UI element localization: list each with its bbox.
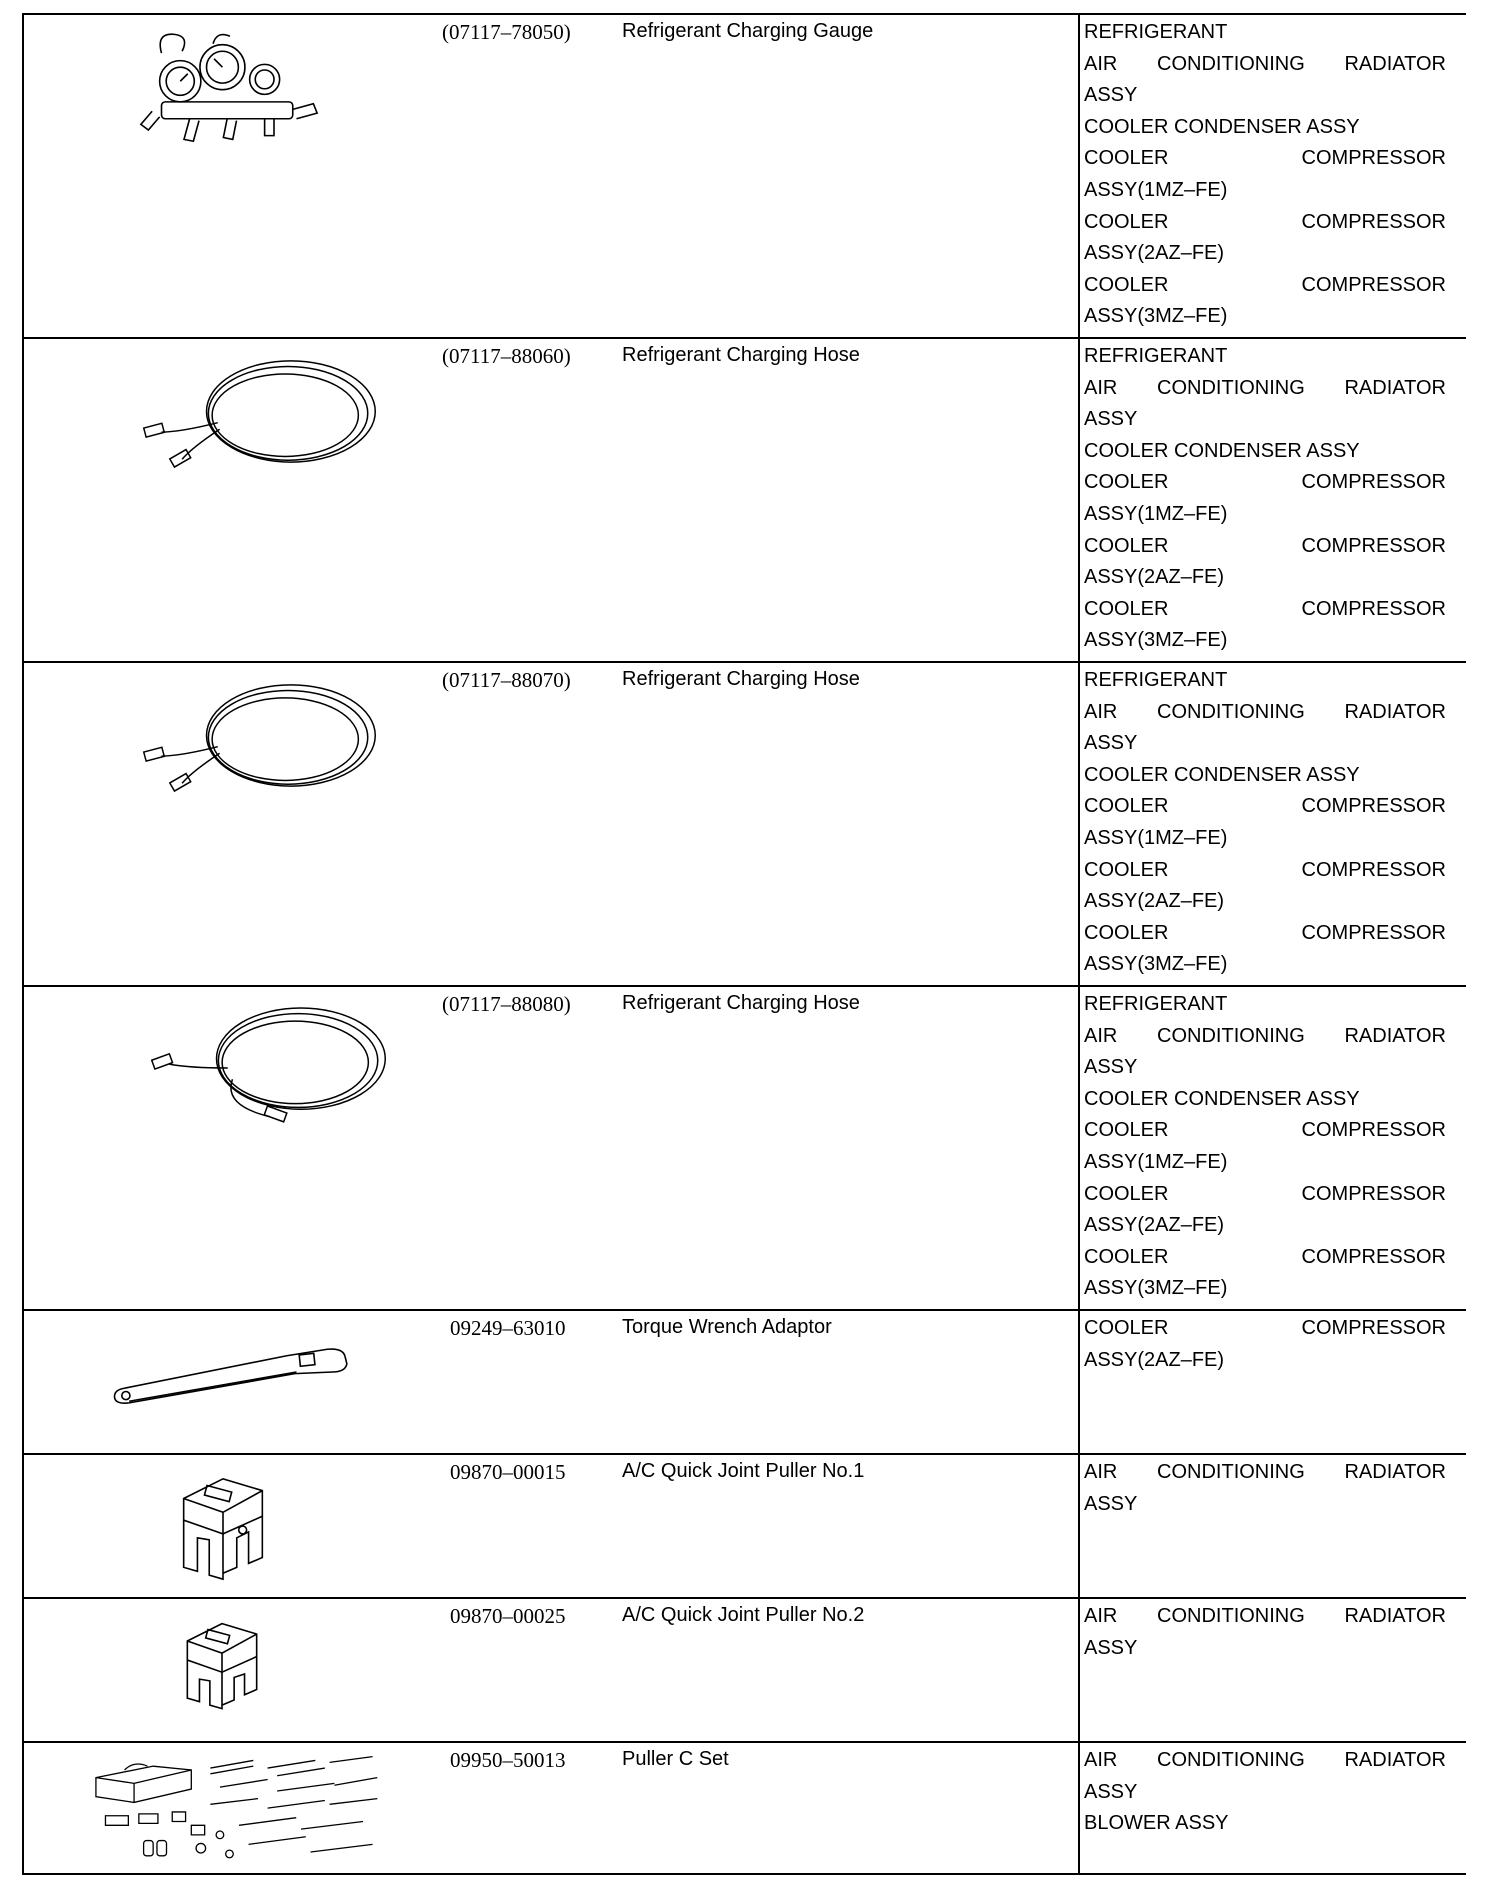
tool-name: A/C Quick Joint Puller No.2 <box>622 1604 865 1626</box>
usage-line: COOLER COMPRESSOR <box>1084 1317 1446 1339</box>
usage-line: AIR CONDITIONING RADIATOR <box>1084 1461 1446 1483</box>
illustration-cell <box>24 663 1080 985</box>
part-number: (07117–88060) <box>442 344 571 368</box>
table-row <box>24 339 1466 663</box>
illustration-cell <box>24 987 1080 1309</box>
usage-line: ASSY <box>1084 732 1138 755</box>
usage-line: ASSY(2AZ–FE) <box>1084 890 1225 913</box>
tool-name: A/C Quick Joint Puller No.1 <box>622 1460 865 1482</box>
part-number: (07117–88070) <box>442 668 571 692</box>
usage-line: ASSY(3MZ–FE) <box>1084 629 1228 652</box>
part-number: (07117–78050) <box>442 20 571 44</box>
usage-line: ASSY <box>1084 1056 1138 1079</box>
usage-line: ASSY <box>1084 1492 1138 1515</box>
usage-list <box>1084 1313 1446 1376</box>
usage-line: COOLER COMPRESSOR <box>1084 534 1446 557</box>
usage-line: ASSY <box>1084 1636 1138 1659</box>
usage-line: ASSY(1MZ–FE) <box>1084 826 1228 849</box>
coiled-hose-icon <box>134 993 434 1143</box>
usage-line: AIR CONDITIONING RADIATOR <box>1084 52 1446 75</box>
coiled-hose-icon <box>124 667 424 817</box>
usage-line: COOLER COMPRESSOR <box>1084 858 1446 881</box>
usage-line: COOLER COMPRESSOR <box>1084 921 1446 944</box>
usage-line: ASSY <box>1084 408 1138 431</box>
usage-line: AIR CONDITIONING RADIATOR <box>1084 1605 1446 1627</box>
joint-puller-icon <box>170 1615 274 1719</box>
usage-line: COOLER COMPRESSOR <box>1084 1182 1446 1205</box>
usage-line: ASSY <box>1084 1780 1138 1803</box>
usage-line: COOLER CONDENSER ASSY <box>1084 115 1360 138</box>
usage-line: COOLER COMPRESSOR <box>1084 471 1446 494</box>
tool-name: Refrigerant Charging Hose <box>622 992 860 1014</box>
usage-line: COOLER CONDENSER ASSY <box>1084 763 1360 786</box>
usage-line: REFRIGERANT <box>1084 345 1228 367</box>
usage-line: COOLER CONDENSER ASSY <box>1084 439 1360 462</box>
usage-line: ASSY(2AZ–FE) <box>1084 1214 1225 1237</box>
part-number: 09870–00015 <box>450 1460 566 1484</box>
illustration-cell <box>24 15 1080 337</box>
gauge-manifold-icon <box>124 25 424 175</box>
usage-line: COOLER CONDENSER ASSY <box>1084 1087 1360 1110</box>
usage-line: ASSY(2AZ–FE) <box>1084 566 1225 589</box>
sst-table <box>22 13 1466 1875</box>
usage-line: ASSY(1MZ–FE) <box>1084 502 1228 525</box>
table-row <box>24 1311 1466 1455</box>
usage-line: REFRIGERANT <box>1084 669 1228 691</box>
usage-list <box>1084 17 1446 333</box>
usage-line: ASSY(1MZ–FE) <box>1084 178 1228 201</box>
usage-list <box>1084 665 1446 981</box>
usage-list <box>1084 1457 1446 1520</box>
usage-line: AIR CONDITIONING RADIATOR <box>1084 700 1446 723</box>
usage-line: REFRIGERANT <box>1084 21 1228 43</box>
illustration-cell <box>24 339 1080 661</box>
usage-line: COOLER COMPRESSOR <box>1084 1245 1446 1268</box>
puller-set-icon <box>84 1749 394 1873</box>
usage-line: ASSY(3MZ–FE) <box>1084 305 1228 328</box>
usage-line: ASSY(3MZ–FE) <box>1084 1277 1228 1300</box>
table-row <box>24 15 1466 339</box>
usage-line: COOLER COMPRESSOR <box>1084 1119 1446 1142</box>
usage-line: COOLER COMPRESSOR <box>1084 210 1446 233</box>
table-row <box>24 1743 1466 1875</box>
usage-line: COOLER COMPRESSOR <box>1084 795 1446 818</box>
wrench-adaptor-icon <box>108 1331 368 1413</box>
usage-list <box>1084 1745 1446 1840</box>
part-number: 09870–00025 <box>450 1604 566 1628</box>
part-number: 09249–63010 <box>450 1316 566 1340</box>
usage-line: AIR CONDITIONING RADIATOR <box>1084 1749 1446 1771</box>
coiled-hose-icon <box>124 343 424 493</box>
part-number: 09950–50013 <box>450 1748 566 1772</box>
usage-line: ASSY(3MZ–FE) <box>1084 953 1228 976</box>
usage-line: ASSY(1MZ–FE) <box>1084 1150 1228 1173</box>
usage-line: COOLER COMPRESSOR <box>1084 597 1446 620</box>
tool-name: Puller C Set <box>622 1748 729 1770</box>
tool-name: Refrigerant Charging Gauge <box>622 20 874 42</box>
usage-line: COOLER COMPRESSOR <box>1084 147 1446 170</box>
usage-list <box>1084 989 1446 1305</box>
usage-line: ASSY <box>1084 84 1138 107</box>
table-row <box>24 663 1466 987</box>
usage-list <box>1084 341 1446 657</box>
usage-line: REFRIGERANT <box>1084 993 1228 1015</box>
usage-list <box>1084 1601 1446 1664</box>
tool-name: Refrigerant Charging Hose <box>622 668 860 690</box>
usage-line: AIR CONDITIONING RADIATOR <box>1084 376 1446 399</box>
usage-line: AIR CONDITIONING RADIATOR <box>1084 1024 1446 1047</box>
usage-line: COOLER COMPRESSOR <box>1084 273 1446 296</box>
table-row <box>24 1599 1466 1743</box>
usage-line: ASSY(2AZ–FE) <box>1084 242 1225 265</box>
part-number: (07117–88080) <box>442 992 571 1016</box>
table-row <box>24 987 1466 1311</box>
tool-name: Torque Wrench Adaptor <box>622 1316 832 1338</box>
table-row <box>24 1455 1466 1599</box>
usage-line: ASSY(2AZ–FE) <box>1084 1348 1225 1371</box>
joint-puller-icon <box>164 1469 282 1587</box>
tool-name: Refrigerant Charging Hose <box>622 344 860 366</box>
usage-line: BLOWER ASSY <box>1084 1812 1229 1835</box>
